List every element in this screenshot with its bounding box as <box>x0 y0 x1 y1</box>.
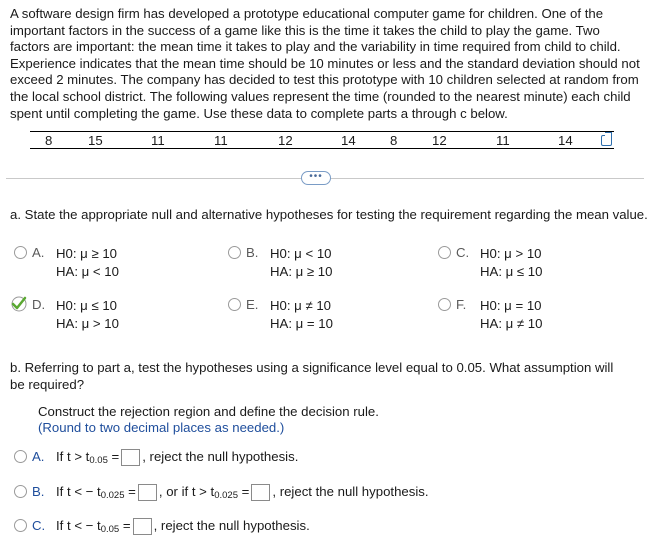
rule-text: , reject the null hypothesis. <box>272 484 429 499</box>
expand-more-button[interactable]: ••• <box>301 171 331 185</box>
null-hypothesis: H0: μ ≠ 10 <box>270 298 332 313</box>
option-letter: E. <box>246 297 259 312</box>
null-hypothesis: H0: μ < 10 <box>270 246 332 261</box>
rule-text: , or if t > t <box>158 484 215 499</box>
equals-sign: = <box>238 484 250 499</box>
alternative-hypothesis: HA: μ < 10 <box>56 264 119 279</box>
null-hypothesis: H0: μ > 10 <box>480 246 542 261</box>
option-letter: A. <box>32 245 45 260</box>
option-letter: C. <box>32 518 46 533</box>
alternative-hypothesis: HA: μ ≥ 10 <box>270 264 333 279</box>
option-d[interactable] <box>14 297 194 337</box>
radio-button[interactable] <box>14 519 27 532</box>
data-value: 8 <box>45 133 53 148</box>
option-letter: F. <box>456 297 467 312</box>
radio-button[interactable] <box>438 246 451 259</box>
null-hypothesis: H0: μ = 10 <box>480 298 542 313</box>
null-hypothesis: H0: μ ≥ 10 <box>56 246 118 261</box>
alternative-hypothesis: HA: μ > 10 <box>56 316 119 331</box>
option-b[interactable] <box>228 245 408 285</box>
rule-text: If t < − t <box>56 518 101 533</box>
data-value: 15 <box>88 133 103 148</box>
data-value: 8 <box>390 133 398 148</box>
option-letter: B. <box>246 245 259 260</box>
radio-button[interactable] <box>14 450 27 463</box>
option-c[interactable] <box>438 245 618 285</box>
alternative-hypothesis: HA: μ ≤ 10 <box>480 264 543 279</box>
critical-subscript: 0.025 <box>100 490 125 501</box>
data-value: 11 <box>214 133 228 148</box>
answer-input[interactable] <box>133 518 152 535</box>
alternative-hypothesis: HA: μ ≠ 10 <box>480 316 543 331</box>
option-letter: A. <box>32 449 45 464</box>
critical-subscript: 0.025 <box>214 490 238 501</box>
choice-c[interactable] <box>14 518 614 538</box>
answer-input[interactable] <box>138 484 157 501</box>
equals-sign: = <box>107 449 120 464</box>
choice-b[interactable] <box>14 484 614 504</box>
equals-sign: = <box>124 484 136 499</box>
alternative-hypothesis: HA: μ = 10 <box>270 316 333 331</box>
problem-statement: A software design firm has developed a prototype educational computer game for children. One of the important factors in the success of a game like this is the time it takes the child to play the game. Two factors are important: the mean time it takes to play and the variability in time required from child to child. Experience indicates that the mean time should be 10 minutes or less and the standard deviation should not exceed 2 minutes. The company has decided to test this prototype with 10 children selected at random from the local school district. The following values represent the time (rounded to the nearest minute) each child spent until completing the game. Use these data to complete parts a through c below. <box>10 6 640 121</box>
critical-subscript: 0.05 <box>89 455 108 466</box>
export-data-icon[interactable] <box>601 135 612 146</box>
option-letter: C. <box>456 245 470 260</box>
option-letter: D. <box>32 297 46 312</box>
checkmark-icon <box>10 295 28 313</box>
data-value: 11 <box>496 133 510 148</box>
choice-a[interactable] <box>14 449 614 469</box>
data-table <box>30 131 614 149</box>
rule-text: If t > t <box>56 449 90 464</box>
option-letter: B. <box>32 484 45 499</box>
data-value: 11 <box>151 133 165 148</box>
radio-button[interactable] <box>228 298 241 311</box>
part-a-question: a. State the appropriate null and alternative hypotheses for testing the requirement regarding the mean value. <box>10 207 648 222</box>
null-hypothesis: H0: μ ≤ 10 <box>56 298 118 313</box>
equals-sign: = <box>119 518 131 533</box>
option-f[interactable] <box>438 297 618 337</box>
data-value: 12 <box>278 133 293 148</box>
part-b-question: b. Referring to part a, test the hypotheses using a significance level equal to 0.05. What assumption will be required? <box>10 360 614 392</box>
rule-text: , reject the null hypothesis. <box>142 449 299 464</box>
data-value: 12 <box>432 133 447 148</box>
option-e[interactable] <box>228 297 408 337</box>
radio-button[interactable] <box>438 298 451 311</box>
radio-button[interactable] <box>14 485 27 498</box>
rounding-note: (Round to two decimal places as needed.) <box>38 420 285 435</box>
answer-input[interactable] <box>251 484 270 501</box>
option-a[interactable] <box>14 245 194 285</box>
instruction-text: Construct the rejection region and define the decision rule. <box>38 404 379 419</box>
rule-text: If t < − t <box>56 484 101 499</box>
answer-input[interactable] <box>121 449 140 466</box>
critical-subscript: 0.05 <box>100 524 120 535</box>
radio-button[interactable] <box>228 246 241 259</box>
radio-button[interactable] <box>14 246 27 259</box>
rule-text: , reject the null hypothesis. <box>153 518 310 533</box>
data-value: 14 <box>558 133 573 148</box>
data-value: 14 <box>341 133 356 148</box>
